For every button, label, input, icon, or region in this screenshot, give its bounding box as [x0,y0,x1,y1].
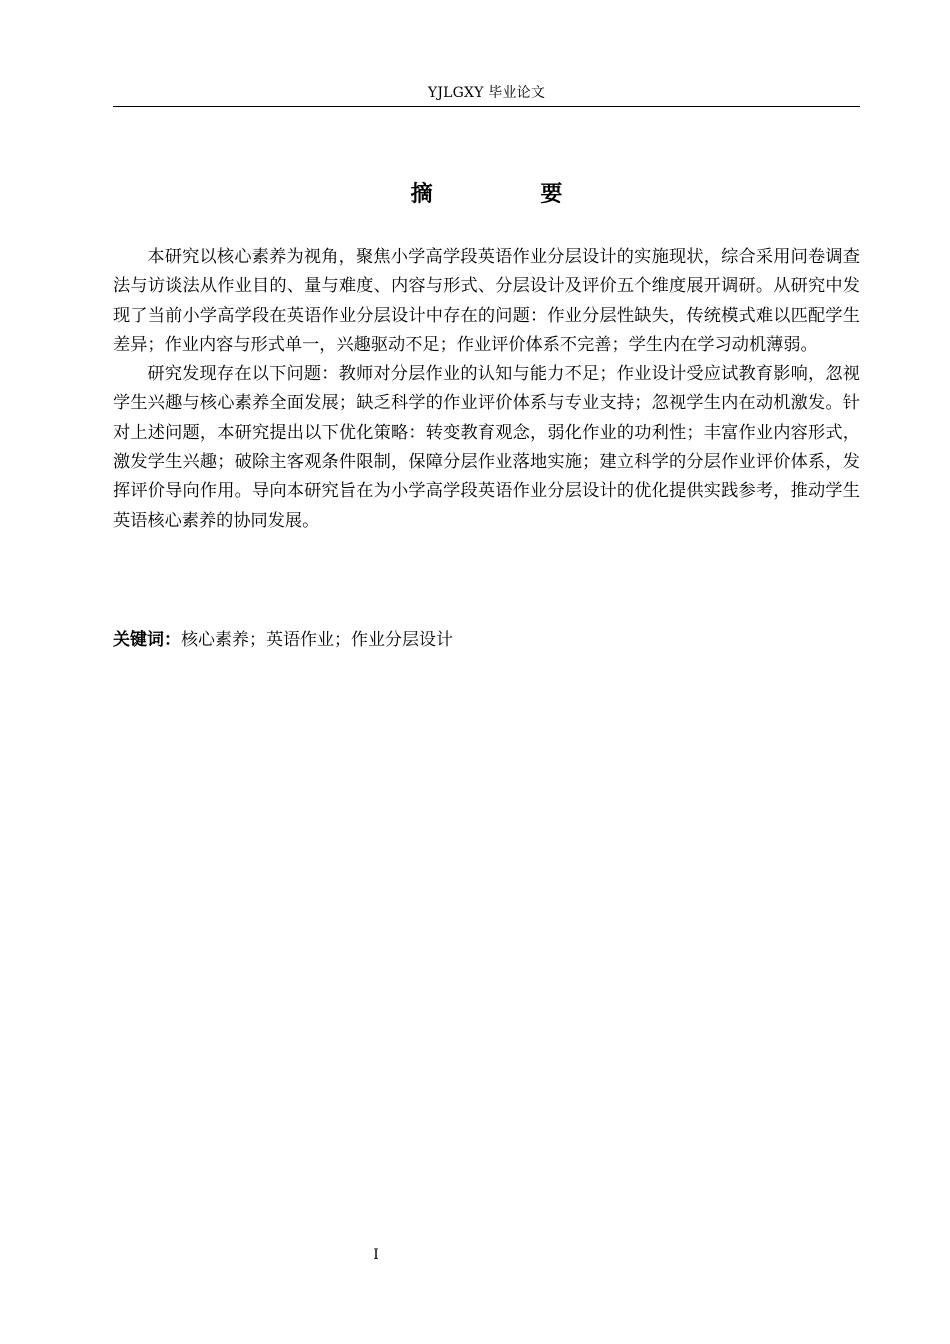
keywords-label: 关键词： [113,630,181,650]
header-rule [113,106,860,107]
abstract-body [113,243,860,536]
running-header: YJLGXY 毕业论文 [427,85,546,101]
keywords-text: 核心素养；英语作业；作业分层设计 [181,630,453,650]
abstract-paragraph-1: 本研究以核心素养为视角，聚焦小学高学段英语作业分层设计的实施现状，综合采用问卷调查法与访谈法从作业目的、量与难度、内容与形式、分层设计及评价五个维度展开调研。从研究中发现了当前小学高学段在英语作业分层设计中存在的问题：作业分层性缺失，传统模式难以匹配学生差异；作业内容与形式单一，兴趣驱动不足；作业评价体系不完善；学生内在学习动机薄弱。 [113,247,860,355]
abstract-paragraph-2: 研究发现存在以下问题：教师对分层作业的认知与能力不足；作业设计受应试教育影响，忽视学生兴趣与核心素养全面发展；缺乏科学的作业评价体系与专业支持；忽视学生内在动机激发。针对上述问题，本研究提出以下优化策略：转变教育观念，弱化作业的功利性；丰富作业内容形式，激发学生兴趣；破除主客观条件限制，保障分层作业落地实施；建立科学的分层作业评价体系，发挥评价导向作用。导向本研究旨在为小学高学段英语作业分层设计的优化提供实践参考，推动学生英语核心素养的协同发展。 [113,364,860,531]
abstract-title: 摘 要 [410,182,613,207]
keywords-line [113,626,860,655]
page-number: I [373,1247,379,1263]
